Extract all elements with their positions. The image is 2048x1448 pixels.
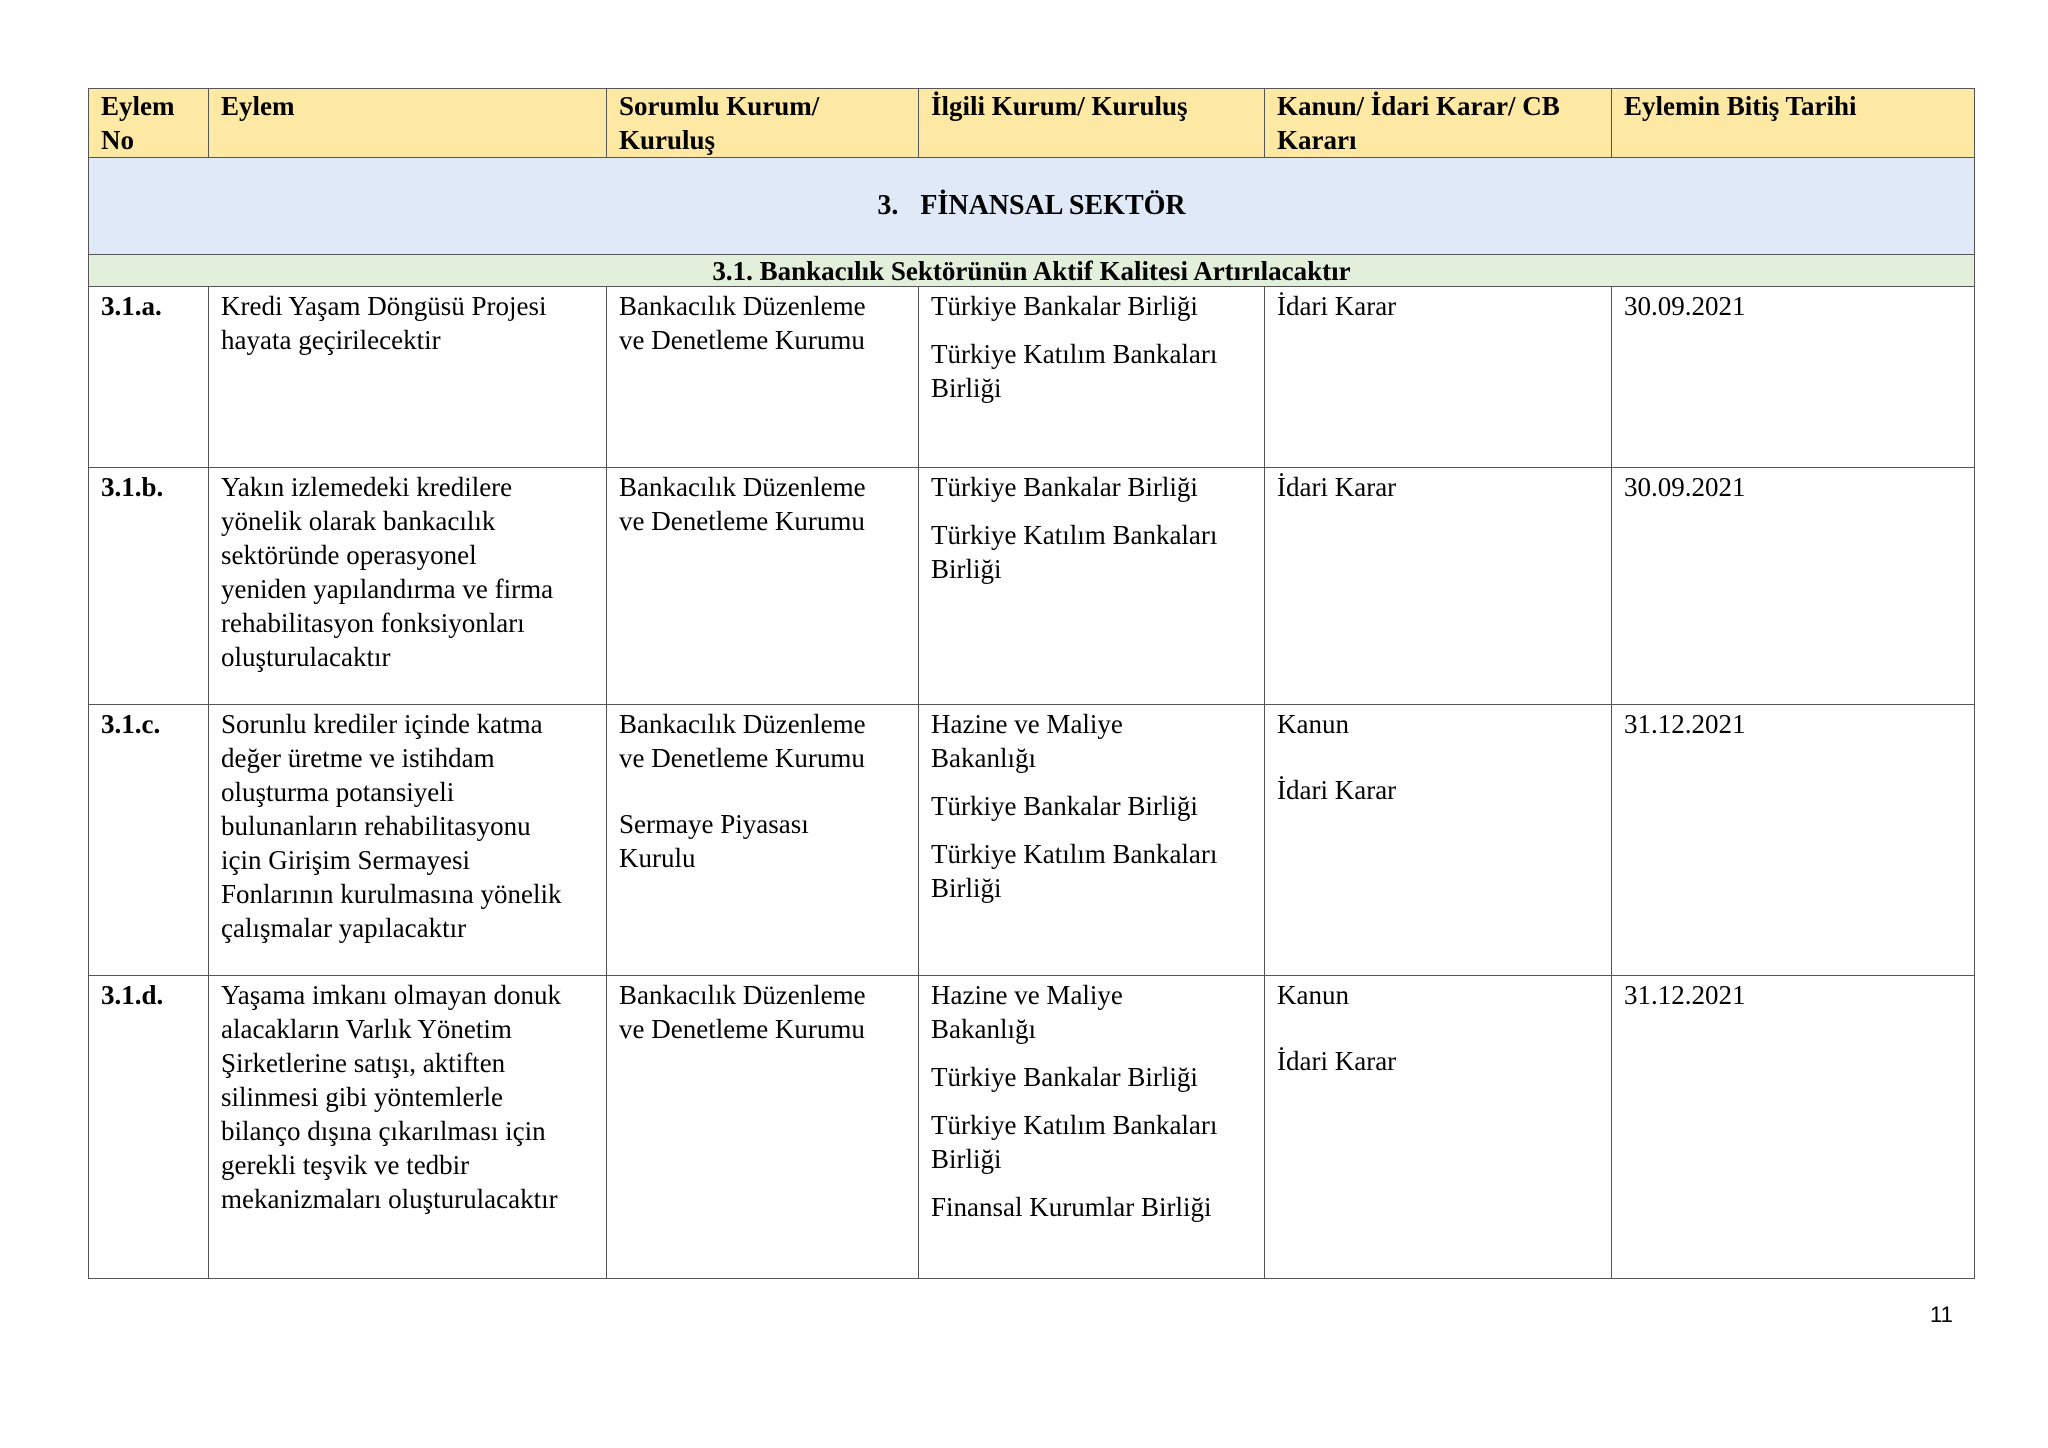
subsection-title: 3.1. Bankacılık Sektörünün Aktif Kalitesi Artırılacaktır [89, 255, 1975, 287]
end-date-cell: 30.09.2021 [1612, 287, 1975, 468]
action-cell: Sorunlu krediler içinde katma değer üretme ve istihdam oluşturma potansiyeli bulunanların rehabilitasyonu için Girişim Sermayesi Fonlarının kurulmasına yönelik çalışmalar yapılacaktır [209, 705, 607, 976]
row-number: 3.1.d. [89, 976, 209, 1279]
action-cell: Kredi Yaşam Döngüsü Projesi hayata geçirilecektir [209, 287, 607, 468]
header-no: Eylem No [89, 89, 209, 158]
responsible-cell: Bankacılık Düzenleme ve Denetleme Kurumu [607, 468, 919, 705]
legal-basis-cell: İdari Karar [1265, 287, 1612, 468]
legal-basis-cell: Kanun İdari Karar [1265, 976, 1612, 1279]
row-number: 3.1.c. [89, 705, 209, 976]
header-ilgili: İlgili Kurum/ Kuruluş [919, 89, 1265, 158]
action-plan-table [88, 88, 1975, 1279]
related-cell: Türkiye Bankalar Birliği Türkiye Katılım Bankaları Birliği [919, 287, 1265, 468]
table-row [89, 705, 1975, 976]
end-date-cell: 31.12.2021 [1612, 705, 1975, 976]
legal-basis-cell: İdari Karar [1265, 468, 1612, 705]
end-date-cell: 31.12.2021 [1612, 976, 1975, 1279]
end-date-cell: 30.09.2021 [1612, 468, 1975, 705]
table-row [89, 468, 1975, 705]
responsible-cell: Bankacılık Düzenleme ve Denetleme Kurumu [607, 976, 919, 1279]
header-bitis: Eylemin Bitiş Tarihi [1612, 89, 1975, 158]
action-cell: Yakın izlemedeki kredilere yönelik olarak bankacılık sektöründe operasyonel yeniden yapılandırma ve firma rehabilitasyon fonksiyonları oluşturulacaktır [209, 468, 607, 705]
action-cell: Yaşama imkanı olmayan donuk alacakların Varlık Yönetim Şirketlerine satışı, aktiften silinmesi gibi yöntemlerle bilanço dışına çıkarılması için gerekli teşvik ve tedbir mekanizmaları oluşturulacaktır [209, 976, 607, 1279]
table-row [89, 976, 1975, 1279]
related-cell: Hazine ve Maliye Bakanlığı Türkiye Bankalar Birliği Türkiye Katılım Bankaları Birliği Finansal Kurumlar Birliği [919, 976, 1265, 1279]
header-row [89, 89, 1975, 158]
responsible-cell: Bankacılık Düzenleme ve Denetleme Kurumu [607, 287, 919, 468]
table-row [89, 287, 1975, 468]
legal-basis-cell: Kanun İdari Karar [1265, 705, 1612, 976]
header-kanun: Kanun/ İdari Karar/ CB Kararı [1265, 89, 1612, 158]
section-title: 3. FİNANSAL SEKTÖR [89, 158, 1975, 255]
row-number: 3.1.b. [89, 468, 209, 705]
subsection-row [89, 255, 1975, 287]
section-row [89, 158, 1975, 255]
row-number: 3.1.a. [89, 287, 209, 468]
related-cell: Hazine ve Maliye Bakanlığı Türkiye Bankalar Birliği Türkiye Katılım Bankaları Birliği [919, 705, 1265, 976]
header-sorumlu: Sorumlu Kurum/ Kuruluş [607, 89, 919, 158]
page-number: 11 [1930, 1302, 1953, 1327]
header-eylem: Eylem [209, 89, 607, 158]
responsible-cell: Bankacılık Düzenleme ve Denetleme Kurumu Sermaye Piyasası Kurulu [607, 705, 919, 976]
related-cell: Türkiye Bankalar Birliği Türkiye Katılım Bankaları Birliği [919, 468, 1265, 705]
